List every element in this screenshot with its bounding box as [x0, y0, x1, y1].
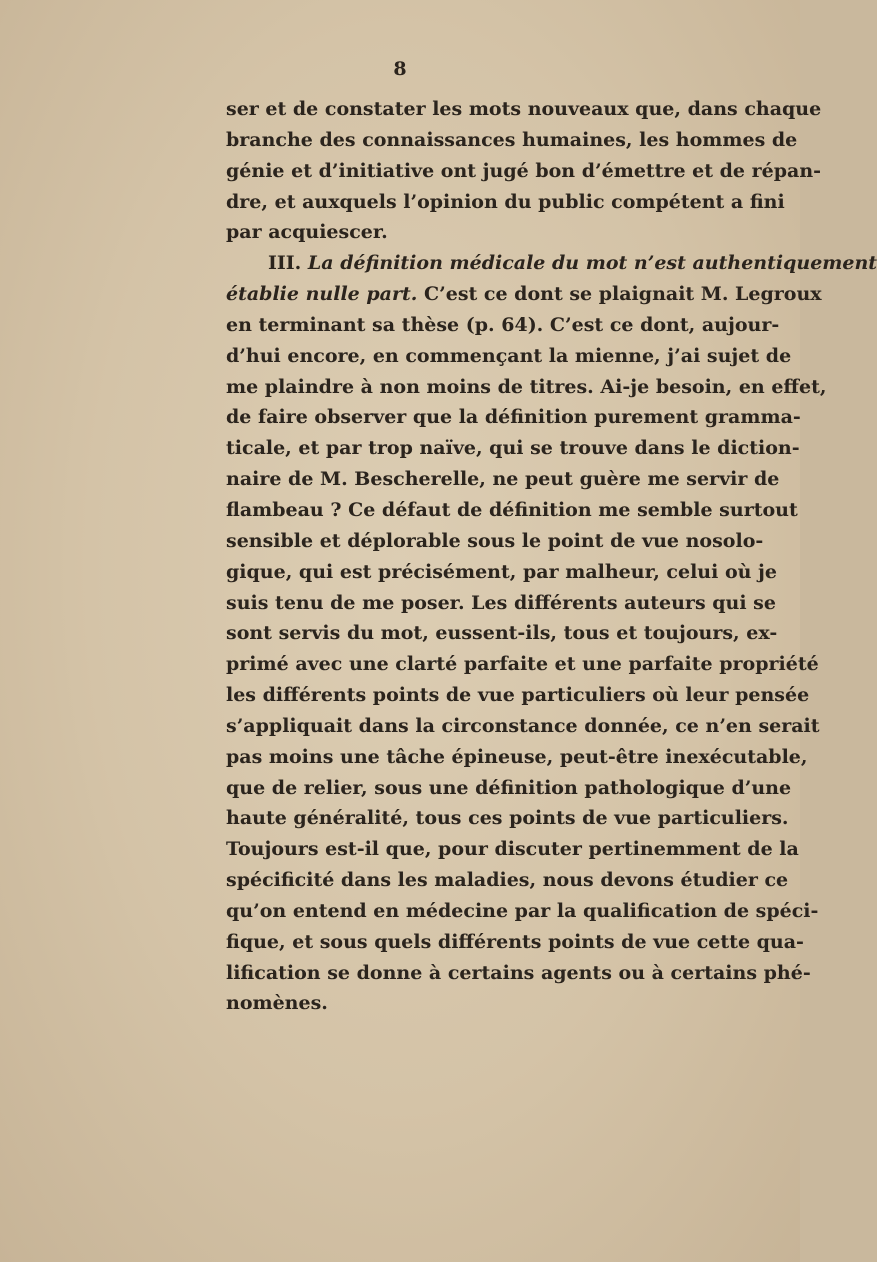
- text-line: me plaindre à non moins de titres. Ai-je besoin, en effet,: [226, 375, 827, 398]
- text-line: flambeau ? Ce défaut de définition me semble surtout: [226, 498, 798, 521]
- text-line: naire de M. Bescherelle, ne peut guère me servir de: [226, 468, 780, 491]
- text-line: primé avec une clarté parfaite et une parfaite propriété: [226, 653, 819, 676]
- text-line: les différents points de vue particuliers où leur pensée: [226, 684, 810, 707]
- section-title-italic-end: établie nulle part.: [226, 283, 418, 306]
- text-line: dre, et auxquels l’opinion du public compétent a fini: [226, 190, 785, 213]
- section-title-italic: La définition médicale du mot n’est authentiquement: [307, 252, 877, 275]
- text-line: d’hui encore, en commençant la mienne, j’ai sujet de: [226, 344, 792, 367]
- section-numeral: III.: [268, 252, 302, 275]
- text-line: qu’on entend en médecine par la qualification de spéci-: [226, 899, 819, 922]
- text-line: sensible et déplorable sous le point de vue nosolo-: [226, 529, 764, 552]
- text-line: spécificité dans les maladies, nous devons étudier ce: [226, 869, 789, 892]
- text-line: haute généralité, tous ces points de vue particuliers.: [226, 807, 789, 830]
- text-line: fique, et sous quels différents points de vue cette qua-: [226, 930, 804, 953]
- text-line: génie et d’initiative ont jugé bon d’émettre et de répan-: [226, 159, 822, 182]
- text-line: par acquiescer.: [226, 221, 388, 244]
- text-line: Toujours est-il que, pour discuter pertinemment de la: [226, 838, 799, 861]
- text-line: que de relier, sous une définition pathologique d’une: [226, 776, 792, 799]
- section-heading-line-2: [226, 279, 822, 310]
- section-heading-line: [226, 248, 877, 279]
- body-text: [226, 94, 877, 1019]
- text-line: sont servis du mot, eussent-ils, tous et toujours, ex-: [226, 622, 778, 645]
- text-line: ser et de constater les mots nouveaux que, dans chaque: [226, 98, 822, 120]
- text-line: branche des connaissances humaines, les hommes de: [226, 128, 798, 151]
- text-line: nomènes.: [226, 992, 328, 1015]
- text-line: de faire observer que la définition purement gramma-: [226, 406, 801, 429]
- text-line: lification se donne à certains agents ou à certains phé-: [226, 961, 811, 984]
- text-line: en terminant sa thèse (p. 64). C’est ce dont, aujour-: [226, 313, 780, 336]
- text-line: ticale, et par trop naïve, qui se trouve dans le diction-: [226, 437, 800, 460]
- text-line: pas moins une tâche épineuse, peut-être inexécutable,: [226, 745, 808, 768]
- text-line: suis tenu de me poser. Les différents auteurs qui se: [226, 591, 776, 614]
- text-line: gique, qui est précisément, par malheur, celui où je: [226, 560, 778, 583]
- text-line: s’appliquait dans la circonstance donnée, ce n’en serait: [226, 714, 820, 737]
- page-number: 8: [393, 58, 407, 80]
- section-heading-rest: C’est ce dont se plaignait M. Legroux: [424, 283, 822, 306]
